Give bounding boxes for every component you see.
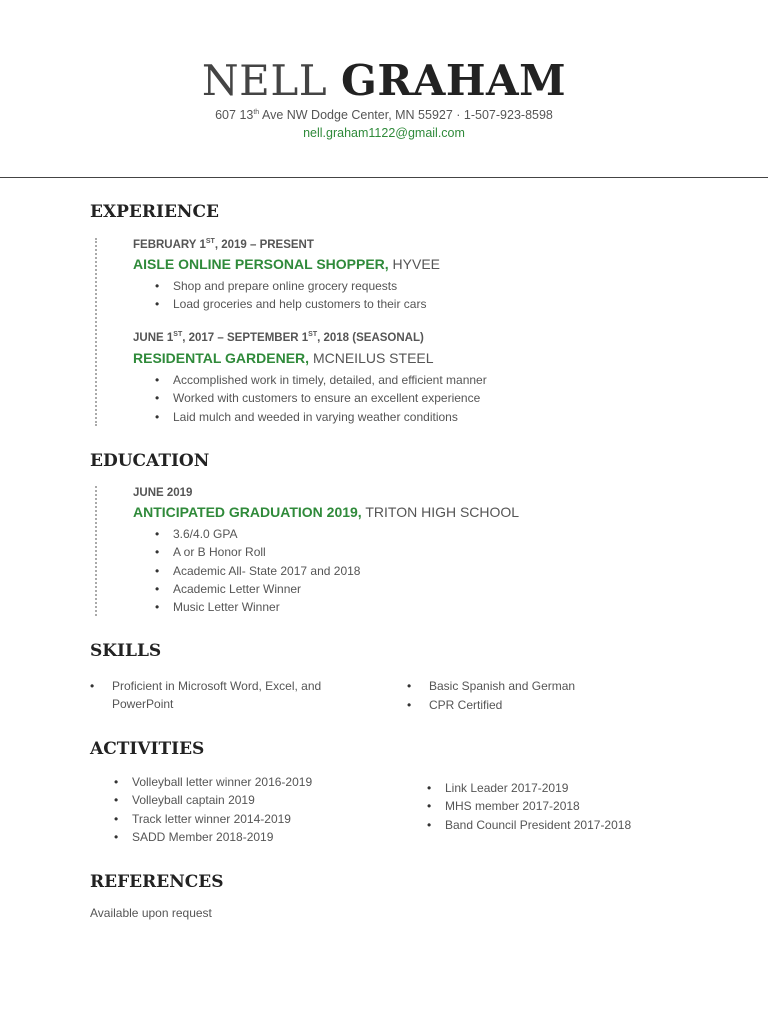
- job-2-date-end: , 2018 (SEASONAL): [317, 331, 424, 344]
- job-2-date-ordinal: ST: [173, 331, 183, 338]
- last-name: GRAHAM: [340, 56, 567, 105]
- education-heading: EDUCATION: [90, 451, 210, 471]
- list-item: • Link Leader 2017-2019: [423, 779, 631, 797]
- degree-title: ANTICIPATED GRADUATION 2019,: [133, 504, 362, 520]
- job-2-employer: MCNEILUS STEEL: [309, 350, 434, 366]
- references-text: Available upon request: [90, 906, 212, 920]
- address-start: 607 13: [215, 108, 254, 123]
- email-address: nell.graham1122@gmail.com: [303, 126, 465, 141]
- job-2-date: [133, 331, 424, 344]
- list-item: • SADD Member 2018-2019: [110, 828, 312, 846]
- job-2-title: RESIDENTAL GARDENER,: [133, 350, 310, 366]
- school-name: TRITON HIGH SCHOOL: [361, 504, 520, 520]
- activities-list-left: [110, 773, 312, 846]
- references-heading: REFERENCES: [90, 872, 224, 892]
- education-date: JUNE 2019: [133, 487, 193, 499]
- list-item: • Academic Letter Winner: [151, 580, 360, 598]
- list-item: • Academic All- State 2017 and 2018: [151, 562, 360, 580]
- list-item: • A or B Honor Roll: [151, 543, 360, 561]
- job-1-date-end: , 2019 – PRESENT: [214, 238, 314, 251]
- job-1-role: [133, 256, 440, 272]
- job-1-title: AISLE ONLINE PERSONAL SHOPPER,: [133, 256, 389, 272]
- address-ordinal: th: [253, 109, 260, 117]
- job-1-duties: [151, 277, 426, 314]
- list-item: • Volleyball captain 2019: [110, 791, 312, 809]
- list-item: • Shop and prepare online grocery requests: [151, 277, 426, 295]
- list-item: • Music Letter Winner: [151, 598, 360, 616]
- list-item: • Volleyball letter winner 2016-2019: [110, 773, 312, 791]
- job-1-date-ordinal: ST: [205, 238, 215, 245]
- skill-item: • Proficient in Microsoft Word, Excel, and PowerPoint: [90, 678, 362, 713]
- education-highlights: [151, 525, 360, 616]
- skill-item: • CPR Certified: [407, 697, 679, 715]
- resume-header: [0, 58, 768, 140]
- experience-timeline: [95, 238, 97, 426]
- list-item: • Band Council President 2017-2018: [423, 816, 631, 834]
- address-rest: Ave NW Dodge Center, MN 55927 · 1-507-923-8598: [259, 108, 553, 123]
- experience-heading: EXPERIENCE: [90, 202, 219, 222]
- list-item: • Load groceries and help customers to their cars: [151, 295, 426, 313]
- education-role: [133, 504, 519, 520]
- skill-item: • Basic Spanish and German: [407, 678, 679, 696]
- contact-line: [0, 108, 768, 122]
- first-name: NELL: [201, 56, 328, 105]
- job-2-date-mid: , 2017 – SEPTEMBER 1: [182, 331, 309, 344]
- job-1-date: [133, 238, 314, 251]
- list-item: • 3.6/4.0 GPA: [151, 525, 360, 543]
- list-item: • Laid mulch and weeded in varying weather conditions: [151, 408, 487, 426]
- activities-list-right: [423, 779, 631, 834]
- job-1-date-start: FEBRUARY 1: [133, 238, 206, 251]
- job-2-duties: [151, 371, 487, 426]
- job-2-role: [133, 350, 434, 366]
- list-item: • Accomplished work in timely, detailed, and efficient manner: [151, 371, 487, 389]
- job-2-date-start: JUNE 1: [133, 331, 174, 344]
- job-1-employer: HYVEE: [388, 256, 441, 272]
- list-item: • MHS member 2017-2018: [423, 797, 631, 815]
- list-item: • Worked with customers to ensure an excellent experience: [151, 389, 487, 407]
- activities-heading: ACTIVITIES: [90, 739, 205, 759]
- skills-heading: SKILLS: [90, 641, 162, 661]
- education-timeline: [95, 486, 97, 616]
- header-divider: [0, 177, 768, 178]
- applicant-name: [0, 58, 768, 104]
- list-item: • Track letter winner 2014-2019: [110, 810, 312, 828]
- job-2-date-ordinal-2: ST: [308, 331, 318, 338]
